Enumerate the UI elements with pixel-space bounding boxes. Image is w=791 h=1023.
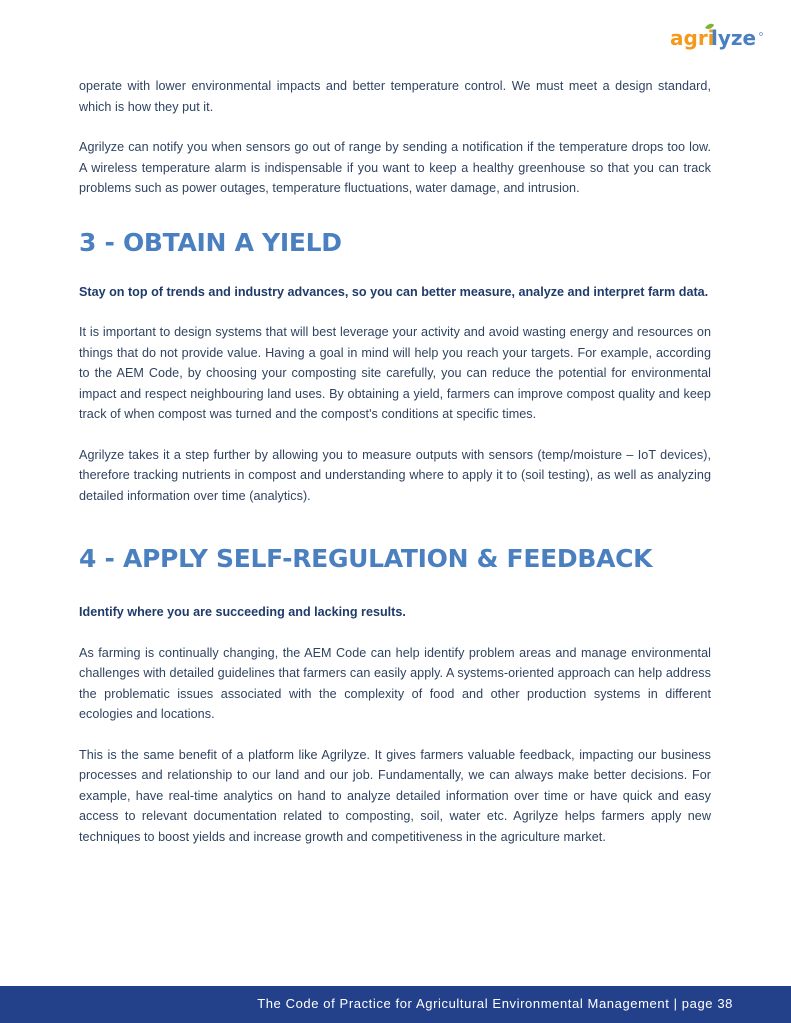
registered-mark-icon [760, 33, 763, 36]
intro-paragraph-2: Agrilyze can notify you when sensors go out of range by sending a notification if the temperature drops too low. A wireless temperature alarm is indispensable if you want to keep a healthy greenhouse so that you can track problems such as power outages, temperature fluctuations, water damage, and intrusion. [79, 140, 711, 195]
section-4-paragraph-1: As farming is continually changing, the AEM Code can help identify problem areas and manage environmental challenges with detailed guidelines that farmers can easily apply. A systems-oriented approach can help address the problematic issues associated with the complexity of food and other production systems in different ecologies and locations. [79, 645, 711, 721]
intro-paragraph-1: operate with lower environmental impacts and better temperature control. We must meet a design standard, which is how they put it. [79, 79, 711, 114]
section-4-paragraph-2: This is the same benefit of a platform like Agrilyze. It gives farmers valuable feedback, impacting our business processes and relationship to our land and our job. Fundamentally, we can always make better decisions. For example, have real-time analytics on hand to analyze detailed information over time or have quick and easy access to relevant documentation related to composting, soil, water etc. Agrilyze helps farmers apply new techniques to boost yields and increase growth and competitiveness in the agriculture market. [79, 747, 711, 844]
section-3-heading: 3 - OBTAIN A YIELD [79, 227, 342, 257]
footer-text: The Code of Practice for Agricultural Environmental Management | page 38 [257, 996, 733, 1011]
logo-text-agri: agri [670, 26, 715, 50]
section-3-lead: Stay on top of trends and industry advances, so you can better measure, analyze and interpret farm data. [79, 284, 709, 299]
section-3-paragraph-2: Agrilyze takes it a step further by allowing you to measure outputs with sensors (temp/moisture – IoT devices), therefore tracking nutrients in compost and understanding where to apply it to (soil testing), as well as analyzing detailed information over time (analytics). [79, 447, 711, 503]
logo-text-lyze: lyze [711, 26, 757, 50]
section-3-paragraph-1: It is important to design systems that will best leverage your activity and avoid wasting energy and resources on things that do not provide value. Having a goal in mind will help you reach your targets. For example, according to the AEM Code, by choosing your composting site carefully, you can reduce the potential for environmental impact and respect neighbouring land uses. By obtaining a yield, farmers can improve compost quality and keep track of when compost was turned and the compost's conditions at specific times. [79, 325, 711, 421]
page-content [79, 76, 711, 847]
section-4-lead: Identify where you are succeeding and lacking results. [79, 605, 406, 619]
footer-bar [0, 986, 791, 1023]
agrilyze-logo [670, 22, 765, 56]
agrilyze-logo-mark [670, 22, 765, 56]
section-4-heading: 4 - APPLY SELF-REGULATION & FEEDBACK [79, 544, 653, 573]
